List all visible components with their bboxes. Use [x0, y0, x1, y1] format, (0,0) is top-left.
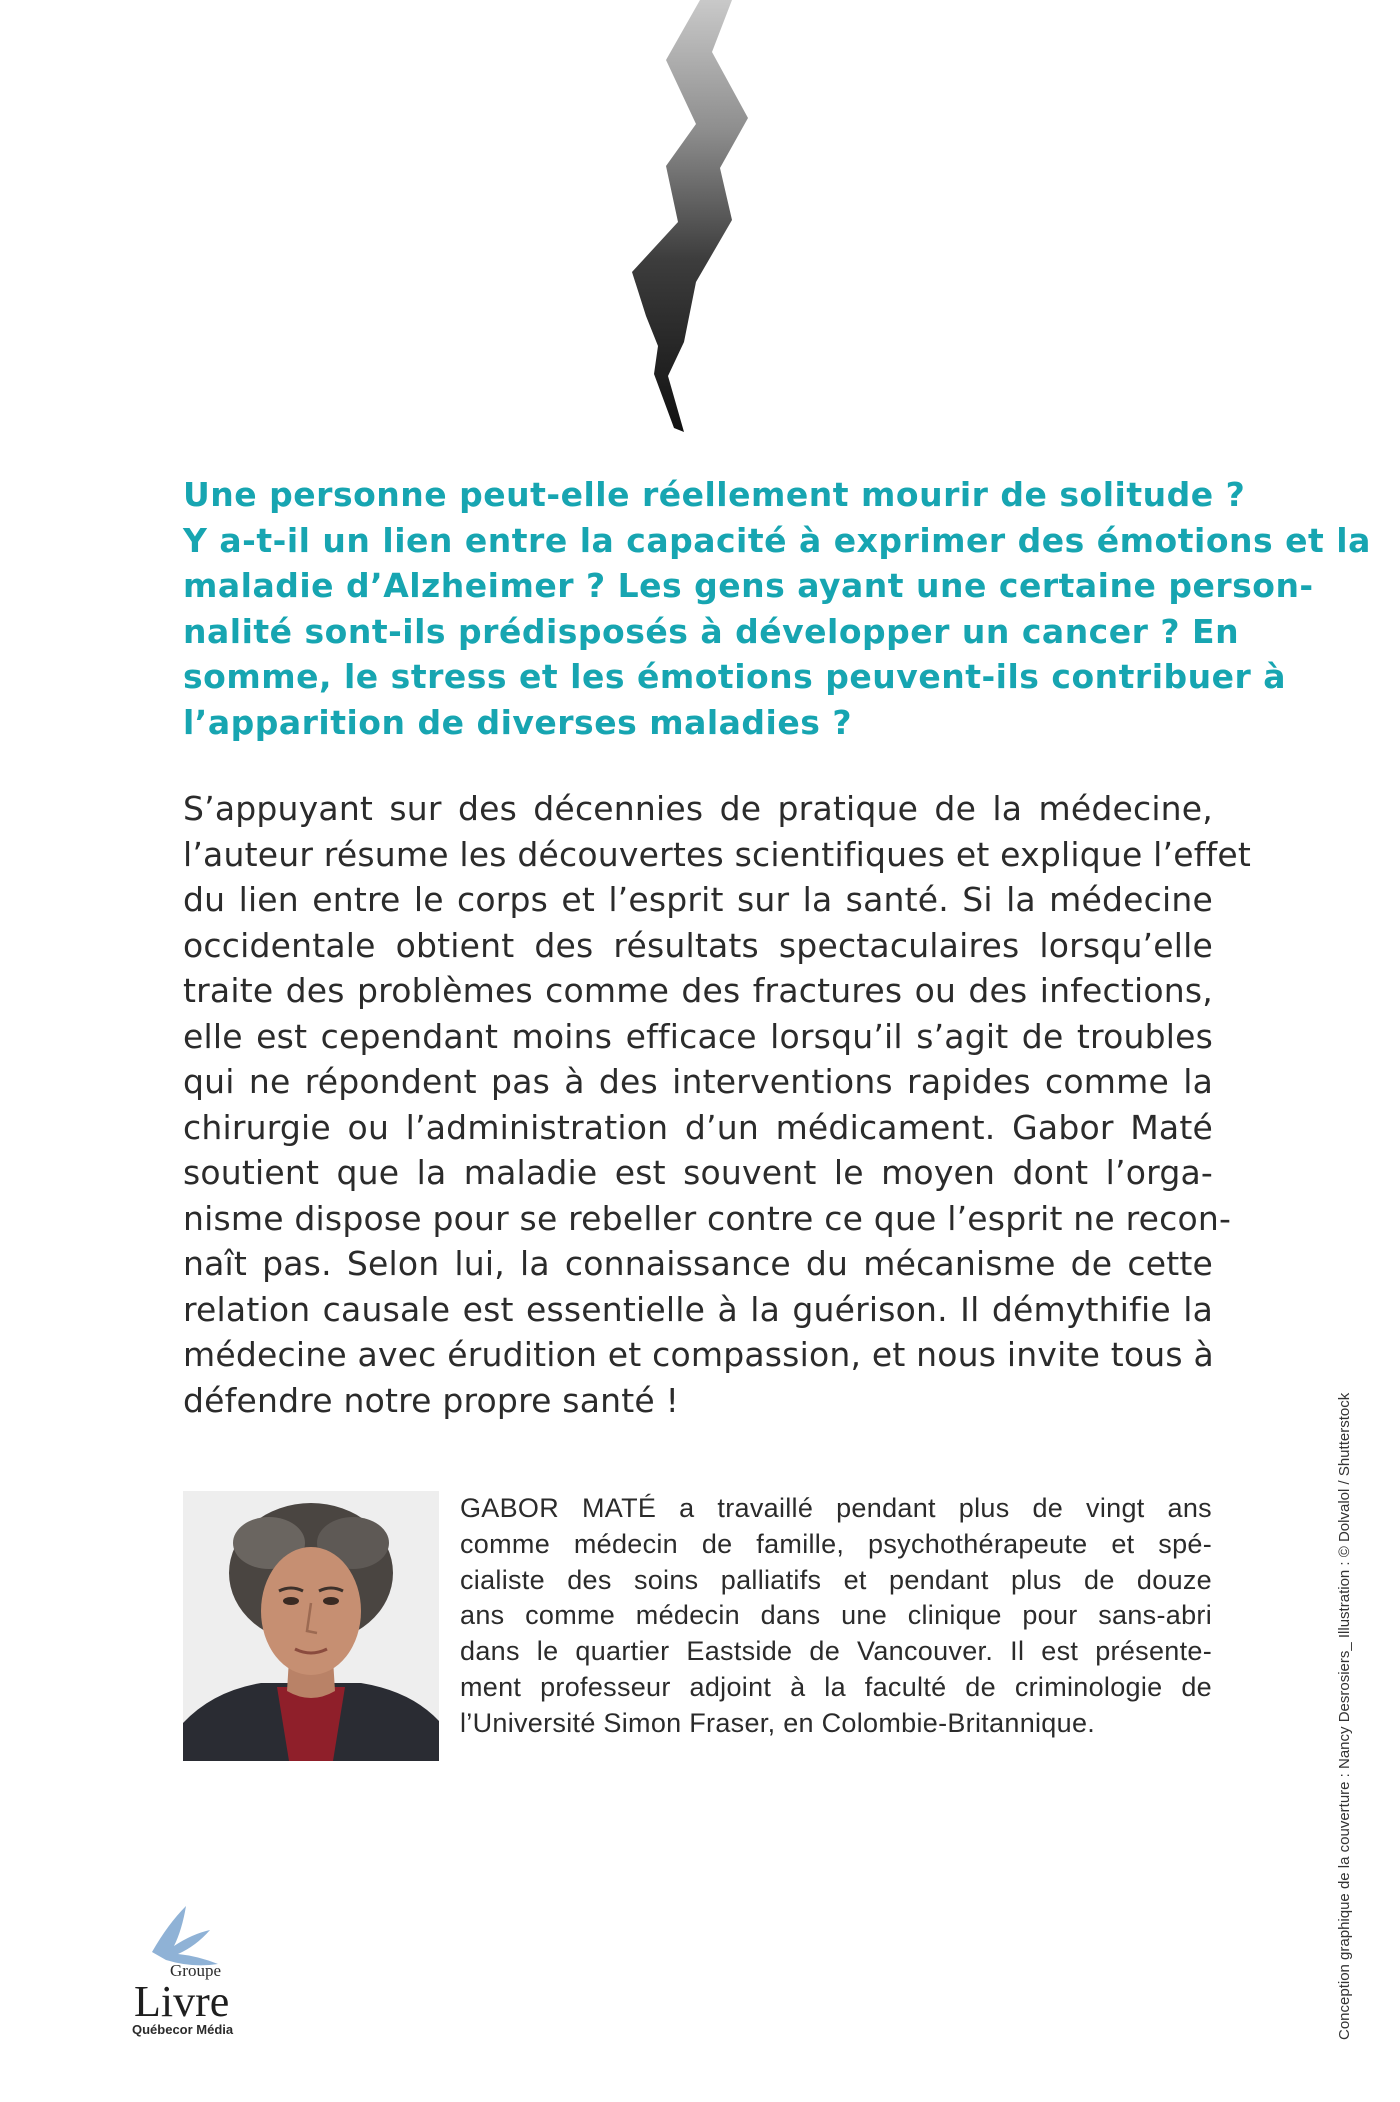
logo-name-text: Livre: [134, 1977, 230, 2026]
intro-line: nalité sont-ils prédisposés à développer un cancer ? En: [183, 611, 1240, 651]
intro-line: Y a-t-il un lien entre la capacité à exprimer des émotions et la: [183, 520, 1371, 560]
cover-credit: Conception graphique de la couverture : Nancy Desrosiers_ Illustration : © Dolvalol / Shutterstock: [1336, 1392, 1353, 2040]
logo-sub-text: Québecor Média: [132, 2022, 234, 2037]
intro-paragraph: [183, 472, 1371, 745]
body-line: soutient que la maladie est souvent le moyen dont l’orga-: [183, 1153, 1213, 1192]
body-line: défendre notre propre santé !: [183, 1380, 679, 1420]
publisher-logo: [108, 1900, 268, 2040]
bio-line: ans comme médecin dans une clinique pour sans-abri: [460, 1600, 1212, 1631]
body-line: occidentale obtient des résultats spectaculaires lorsqu’elle: [183, 925, 1213, 965]
bio-line: GABOR MATÉ a travaillé pendant plus de vingt ans: [460, 1493, 1212, 1523]
crack-illustration: [620, 0, 750, 432]
bio-line: comme médecin de famille, psychothérapeute et spé-: [460, 1528, 1212, 1559]
body-line: l’auteur résume les découvertes scientifiques et explique l’effet: [183, 834, 1252, 874]
description-paragraph: [183, 786, 1252, 1423]
intro-line: l’apparition de diverses maladies ?: [183, 702, 853, 742]
bio-line: ment professeur adjoint à la faculté de criminologie de: [460, 1671, 1212, 1702]
intro-line: Une personne peut-elle réellement mourir de solitude ?: [183, 475, 1246, 514]
intro-line: maladie d’Alzheimer ? Les gens ayant une certaine person-: [183, 566, 1314, 605]
body-line: qui ne répondent pas à des interventions rapides comme la: [183, 1062, 1213, 1101]
body-line: relation causale est essentielle à la guérison. Il démythifie la: [183, 1289, 1213, 1329]
bio-line: cialiste des soins palliatifs et pendant plus de douze: [460, 1564, 1212, 1595]
body-line: S’appuyant sur des décennies de pratique de la médecine,: [183, 789, 1213, 828]
body-line: chirurgie ou l’administration d’un médicament. Gabor Maté: [183, 1107, 1213, 1147]
body-line: elle est cependant moins efficace lorsqu’il s’agit de troubles: [183, 1016, 1213, 1056]
author-photo: [183, 1491, 439, 1761]
body-line: traite des problèmes comme des fractures ou des infections,: [183, 971, 1213, 1010]
intro-line: somme, le stress et les émotions peuvent-ils contribuer à: [183, 657, 1287, 696]
logo-bird-icon: [152, 1906, 218, 1965]
logo-group-text: Groupe: [170, 1961, 221, 1980]
author-bio: [460, 1491, 1212, 1742]
body-line: du lien entre le corps et l’esprit sur la santé. Si la médecine: [183, 880, 1213, 919]
body-line: naît pas. Selon lui, la connaissance du mécanisme de cette: [183, 1244, 1213, 1283]
body-line: médecine avec érudition et compassion, et nous invite tous à: [183, 1335, 1214, 1374]
bio-line: dans le quartier Eastside de Vancouver. Il est présente-: [460, 1636, 1212, 1667]
bio-line: l’Université Simon Fraser, en Colombie-Britannique.: [460, 1707, 1096, 1738]
body-line: nisme dispose pour se rebeller contre ce que l’esprit ne recon-: [183, 1198, 1232, 1238]
